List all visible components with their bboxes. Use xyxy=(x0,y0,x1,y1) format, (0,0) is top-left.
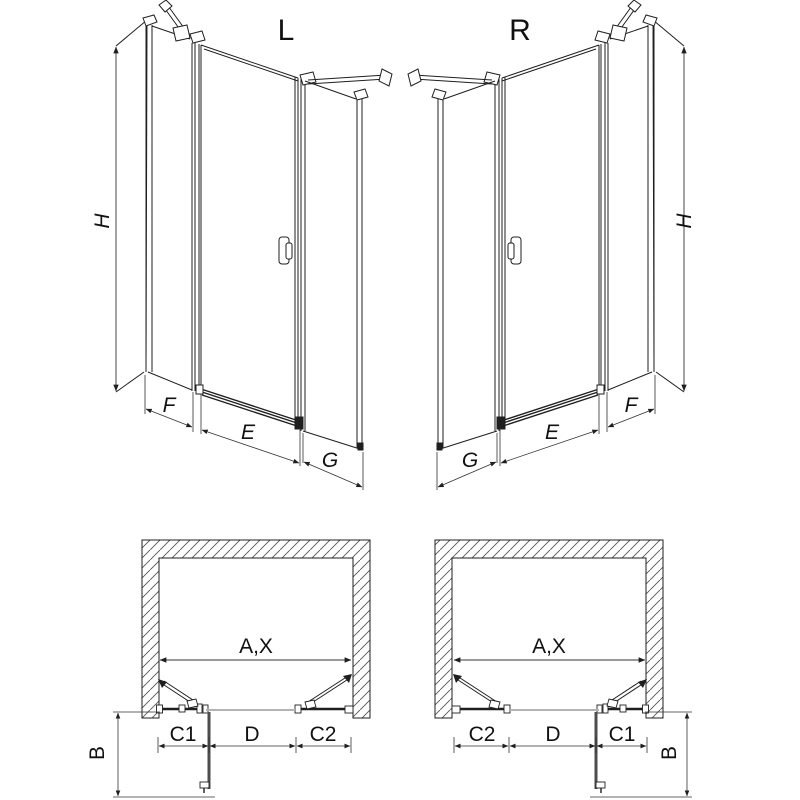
d-dim-label-right: D xyxy=(545,723,561,746)
b-dim-label-left: B xyxy=(86,745,109,761)
elevation-right-view xyxy=(408,0,684,490)
elevation-left-title: L xyxy=(277,14,295,47)
f-dim-label-right: F xyxy=(624,394,638,417)
f-dim-label-left: F xyxy=(162,394,176,417)
g-dim-label-left: G xyxy=(321,449,339,472)
plan-right-wall xyxy=(435,540,663,718)
d-dim-label-left: D xyxy=(244,723,260,746)
plan-left-wall xyxy=(142,540,370,718)
e-dim-label-right: E xyxy=(544,421,560,444)
c1-dim-label-right: C1 xyxy=(608,723,636,746)
c2-dim-label-right: C2 xyxy=(468,723,496,746)
c2-dim-label-left: C2 xyxy=(309,723,337,746)
height-dim-label-left: H xyxy=(91,213,114,229)
height-dim-label-right: H xyxy=(673,213,696,229)
elevation-right-title: R xyxy=(509,14,531,47)
g-dim-label-right: G xyxy=(461,449,479,472)
b-dim-label-right: B xyxy=(658,745,681,761)
elevation-left-view xyxy=(116,0,392,490)
c1-dim-label-left: C1 xyxy=(169,723,197,746)
width-dim-label-right: A,X xyxy=(532,635,566,658)
plan-right-view xyxy=(435,540,692,797)
width-dim-label-left: A,X xyxy=(239,635,273,658)
e-dim-label-left: E xyxy=(240,421,256,444)
plan-left-view xyxy=(113,540,370,797)
